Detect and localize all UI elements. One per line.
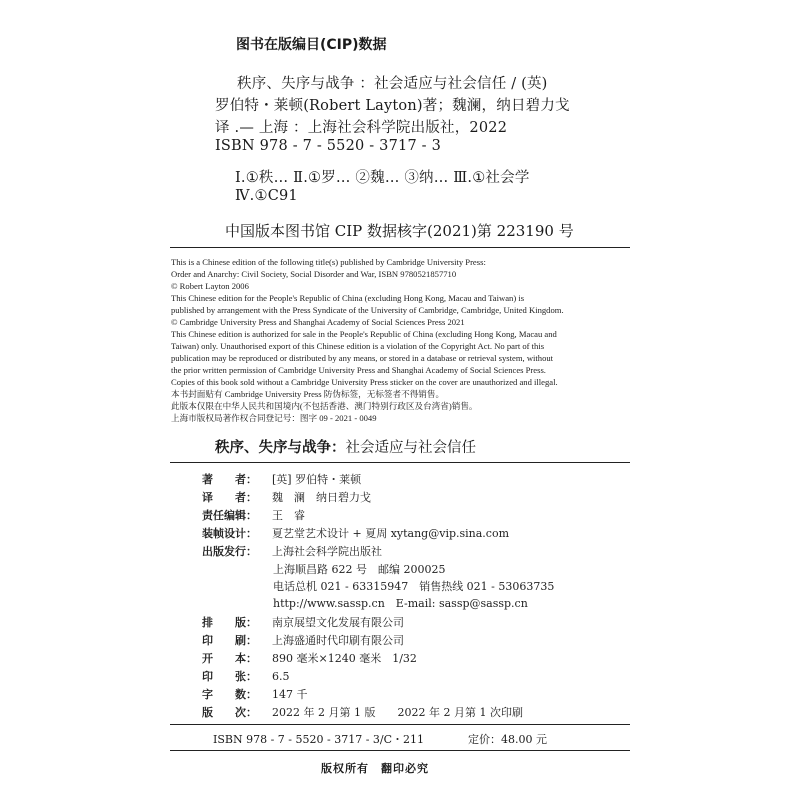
- english-line: Taiwan) only. Unauthorised export of this Chinese edition is a violation of the Copyright Act. No part of this: [171, 341, 545, 351]
- english-line: the prior written permission of Cambridge University Press and Shanghai Academy of Social Sciences Press.: [171, 365, 546, 375]
- info-row: [202, 614, 404, 630]
- isbn-full: ISBN 978 - 7 - 5520 - 3717 - 3/C・211: [213, 733, 425, 746]
- english-line: 本书封面贴有 Cambridge University Press 防伪标签，无标签者不得销售。: [171, 389, 445, 399]
- cip-line: ISBN 978 - 7 - 5520 - 3717 - 3: [215, 138, 442, 154]
- english-line: © Robert Layton 2006: [171, 281, 249, 291]
- rights-notice: 版权所有 翻印必究: [321, 762, 429, 775]
- info-row: [202, 525, 509, 541]
- info-label: 字 数：: [202, 688, 257, 701]
- english-line: publication may be reproduced or distributed by any means, or stored in a database or retrieval system, without: [171, 353, 554, 363]
- info-value: 夏艺堂艺术设计 + 夏周 xytang@vip.sina.com: [272, 527, 510, 540]
- info-label: 著 者：: [202, 473, 257, 486]
- info-row: [202, 632, 404, 648]
- info-value: 魏 澜 纳日碧力戈: [272, 491, 371, 504]
- info-row: [202, 489, 371, 505]
- info-value: 6.5: [272, 670, 290, 683]
- info-row: [202, 507, 305, 523]
- info-label: 译 者：: [202, 491, 257, 504]
- english-line: 此版本仅限在中华人民共和国境内(不包括香港、澳门特别行政区及台湾省)销售。: [171, 401, 478, 411]
- info-label: 责任编辑：: [202, 509, 257, 522]
- english-line: 上海市版权局著作权合同登记号：图字 09 - 2021 - 0049: [171, 413, 377, 423]
- info-row: [202, 471, 361, 487]
- info-value: 上海社会科学院出版社: [272, 545, 382, 558]
- info-value: 2022 年 2 月第 1 版 2022 年 2 月第 1 次印刷: [272, 706, 523, 719]
- divider: [170, 247, 630, 248]
- divider: [170, 724, 630, 725]
- info-value: 上海盛通时代印刷有限公司: [272, 634, 404, 647]
- cip-library-number: 中国版本图书馆 CIP 数据核字(2021)第 223190 号: [225, 222, 574, 240]
- info-label: 印 张：: [202, 670, 257, 683]
- cip-heading: 图书在版编目(CIP)数据: [236, 37, 387, 53]
- info-label: 出版发行：: [202, 545, 257, 558]
- info-value: 890 毫米×1240 毫米 1/32: [272, 652, 417, 665]
- book-subtitle: 社会适应与社会信任: [345, 440, 476, 456]
- cip-line: 秩序、失序与战争 ：社会适应与社会信任 / (英): [237, 76, 548, 92]
- divider: [170, 462, 630, 463]
- english-line: © Cambridge University Press and Shanghai Academy of Social Sciences Press 2021: [171, 317, 465, 327]
- info-label: 开 本：: [202, 652, 257, 665]
- info-row: [202, 543, 382, 559]
- info-label: 装帧设计：: [202, 527, 257, 540]
- english-line: published by arrangement with the Press Syndicate of the University of Cambridge, Cambridge, United Kingdom.: [171, 305, 564, 315]
- info-row: [202, 650, 417, 666]
- publisher-address: 上海顺昌路 622 号 邮编 200025: [273, 563, 446, 576]
- info-value: [英] 罗伯特・莱顿: [272, 473, 362, 486]
- english-line: Copies of this book sold without a Cambridge University Press sticker on the cover are unauthorized and illegal.: [171, 377, 558, 387]
- info-row: [202, 668, 290, 684]
- info-label: 排 版：: [202, 616, 257, 629]
- cip-line: 罗伯特・莱顿(Robert Layton)著；魏澜，纳日碧力戈: [215, 98, 570, 114]
- price: 定价：48.00 元: [468, 733, 547, 746]
- english-line: This Chinese edition for the People's Republic of China (excluding Hong Kong, Macau and Taiwan) is: [171, 293, 525, 303]
- divider: [170, 750, 630, 751]
- english-line: This is a Chinese edition of the following title(s) published by Cambridge University Press:: [171, 257, 486, 267]
- info-row: [202, 704, 523, 720]
- info-row: [202, 686, 308, 702]
- info-label: 版 次：: [202, 706, 257, 719]
- book-title-main: 秩序、失序与战争：: [215, 440, 346, 456]
- info-label: 印 刷：: [202, 634, 257, 647]
- cip-classification: Ⅳ.①C91: [235, 188, 298, 204]
- info-value: 147 千: [272, 688, 308, 701]
- publisher-phone: 电话总机 021 - 63315947 销售热线 021 - 53063735: [273, 580, 555, 593]
- english-line: Order and Anarchy: Civil Society, Social Disorder and War, ISBN 9780521857710: [171, 269, 457, 279]
- book-title: [215, 436, 476, 457]
- info-value: 王 睿: [272, 509, 305, 522]
- info-value: 南京展望文化发展有限公司: [272, 616, 404, 629]
- cip-classification: Ⅰ.①秩… Ⅱ.①罗… ②魏… ③纳… Ⅲ.①社会学: [235, 170, 530, 186]
- cip-line: 译 .— 上海 ：上海社会科学院出版社，2022: [215, 120, 508, 136]
- english-line: This Chinese edition is authorized for sale in the People's Republic of China (excluding Hong Kong, Macau and: [171, 329, 557, 339]
- publisher-web: http://www.sassp.cn E-mail: sassp@sassp.cn: [273, 597, 528, 610]
